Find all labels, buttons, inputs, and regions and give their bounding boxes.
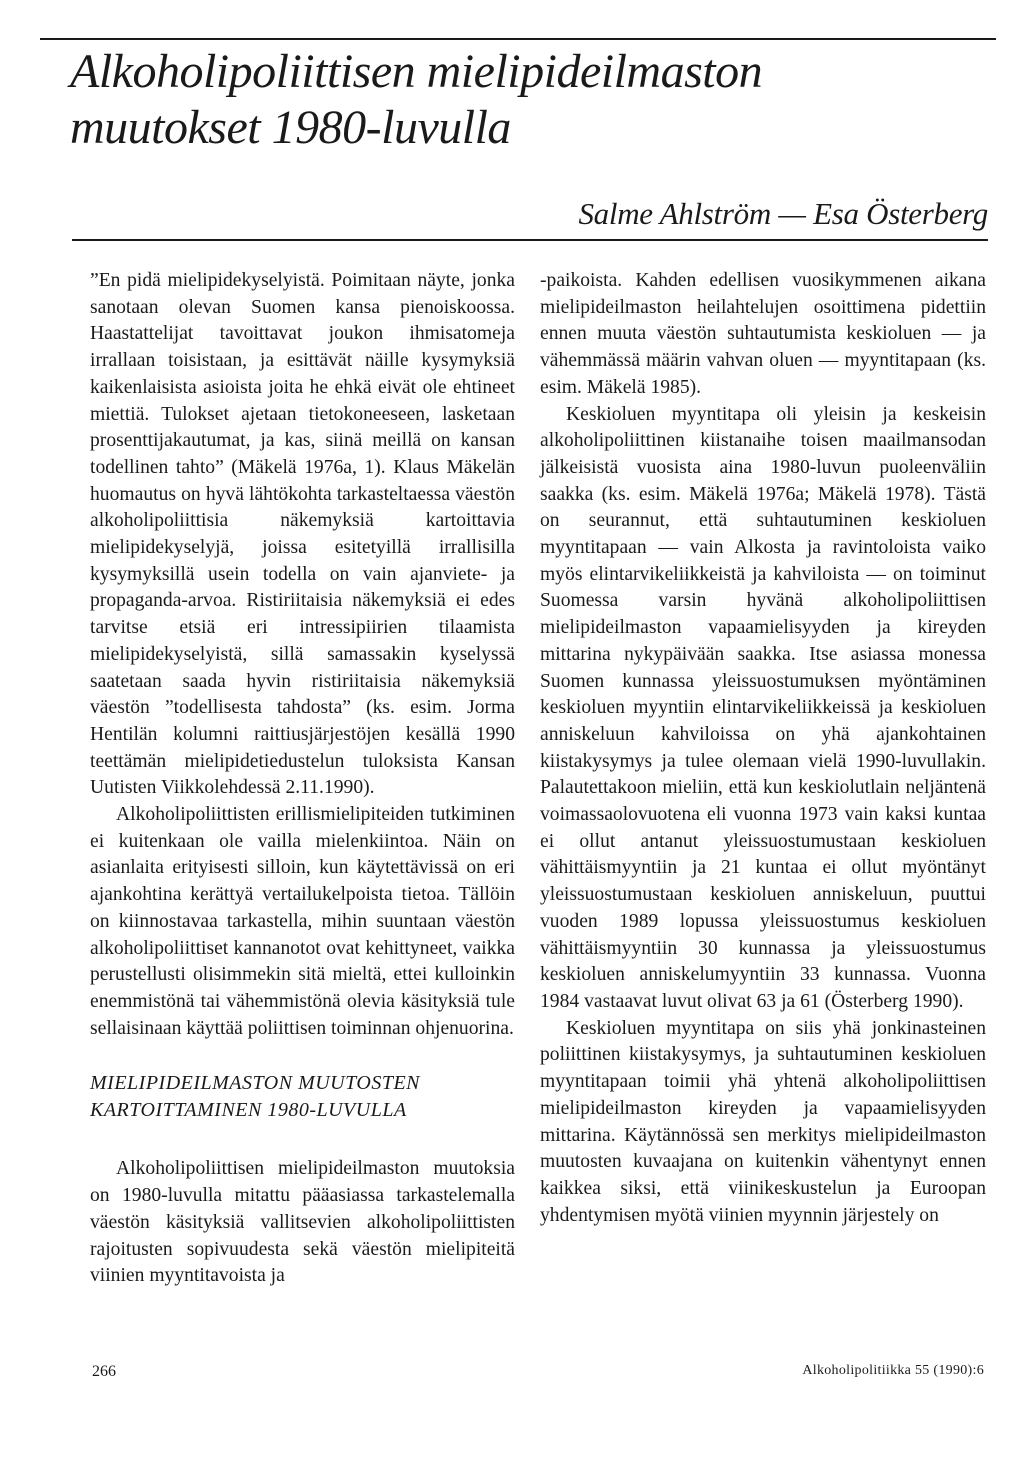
top-rule	[40, 38, 996, 40]
section-heading-line-1: MIELIPIDEILMASTON MUUTOSTEN	[90, 1072, 420, 1095]
author-rule	[72, 239, 988, 241]
journal-citation: Alkoholipolitiikka 55 (1990):6	[802, 1363, 984, 1378]
page-number: 266	[92, 1363, 116, 1380]
right-column	[540, 268, 986, 1229]
section-heading-line-2: KARTOITTAMINEN 1980-LUVULLA	[90, 1099, 407, 1122]
paragraph: Keskioluen myyntitapa on siis yhä jonkinasteinen poliittinen kiistakysymys, ja suhtautuminen keskioluen myyntitapaan toimii yhä yhtenä alkoholipoliittisen mielipideilmaston kireyden ja vapaamielisyyden mittarina. Käytännössä sen merkitys mielipideilmaston muutosten kuvaajana on kuitenkin vähentynyt ennen kaikkea siksi, että viinikeskustelun ja Euroopan yhdentymisen myötä viinien myynnin järjestely on	[540, 1017, 986, 1226]
article-title	[70, 44, 970, 156]
left-column	[90, 268, 515, 1290]
title-line-1: Alkoholipoliittisen mielipideilmaston	[70, 45, 763, 98]
paragraph: Alkoholipoliittisen mielipideilmaston muutoksia on 1980-luvulla mitattu pääasiassa tarkastelemalla väestön käsityksiä vallitsevien alkoholipoliittisten rajoitusten sopivuudesta sekä väestön mielipiteitä viinien myyntitavoista ja	[90, 1158, 515, 1287]
article-authors: Salme Ahlström — Esa Österberg	[578, 196, 988, 231]
section-heading	[90, 1070, 515, 1124]
paragraph: Alkoholipoliittisten erillismielipiteiden tutkiminen ei kuitenkaan ole vailla mielenkiintoa. Näin on asianlaita erityisesti silloin, kun käytettävissä on eri ajankohtina kerättyä vertailukelpoista tietoa. Tällöin on kiinnostavaa tarkastella, mihin suuntaan väestön alkoholipoliittiset kannanotot ovat kehittyneet, vaikka perustellusti olisimmekin sitä mieltä, ettei kulloinkin enemmistönä tai vähemmistönä olevia käsityksiä tule sellaisinaan käyttää poliittisen toiminnan ohjenuorina.	[90, 804, 515, 1039]
title-line-2: muutokset 1980-luvulla	[70, 101, 511, 154]
paragraph: ”En pidä mielipidekyselyistä. Poimitaan näyte, jonka sanotaan olevan Suomen kansa pienoiskoossa. Haastattelijat tavoittavat joukon ihmisatomeja irrallaan toisistaan, ja esittävät näille kysymyksiä kaikenlaisista asioista joita he ehkä eivät ole ehtineet miettiä. Tulokset ajetaan tietokoneeseen, lasketaan prosenttijakautumat, ja kas, siinä meillä on kansan todellinen tahto” (Mäkelä 1976a, 1). Klaus Mäkelän huomautus on hyvä lähtökohta tarkasteltaessa väestön alkoholipoliittisia näkemyksiä kartoittavia mielipidekyselyjä, joissa esitetyillä irrallisilla kysymyksillä usein todella on vain ajanviete- ja propaganda-arvoa. Ristiriitaisia näkemyksiä ei edes tarvitse etsiä eri intressipiirien tilaamista mielipidekyselyistä, sillä samassakin kyselyssä saatetaan saada hyvin ristiriitaisia näkemyksiä väestön ”todellisesta tahdosta” (ks. esim. Jorma Hentilän kolumni raittiusjärjestöjen kesällä 1990 teettämän mielipidetiedustelun tuloksista Kansan Uutisten Viikkolehdessä 2.11.1990).	[90, 270, 515, 799]
paragraph: Keskioluen myyntitapa oli yleisin ja keskeisin alkoholipoliittinen kiistanaihe toisen maailmansodan jälkeisistä vuosista aina 1980-luvun puoleenväliin saakka (ks. esim. Mäkelä 1976a; Mäkelä 1978). Tästä on seurannut, että suhtautuminen keskioluen myyntitapaan — vain Alkosta ja ravintoloista vaiko myös elintarvikeliikkeistä ja kahviloista — on toiminut Suomessa varsin hyvänä alkoholipoliittisen mielipideilmaston vapaamielisyyden ja kireyden mittarina nykypäivään saakka. Itse asiassa monessa Suomen kunnassa yleissuostumuksen myöntäminen keskioluen myyntiin elintarvikeliikkeissä ja keskioluen anniskeluun kahviloissa on yhä ajankohtainen kiistakysymys ja tulee olemaan vielä 1990-luvullakin. Palautettakoon mieliin, että kun keskiolutlain neljäntenä voimassaolovuotena eli vuonna 1973 vain kaksi kuntaa ei ollut antanut yleissuostumustaan keskioluen vähittäismyyntiin ja 21 kuntaa ei ollut myöntänyt yleissuostumustaan keskioluen anniskeluun, puuttui vuoden 1989 lopussa yleissuostumus keskioluen vähittäismyyntiin 30 kunnassa ja yleissuostumus keskioluen anniskelumyyntiin 33 kunnassa. Vuonna 1984 vastaavat luvut olivat 63 ja 61 (Österberg 1990).	[540, 403, 986, 1012]
paragraph: -paikoista. Kahden edellisen vuosikymmenen aikana mielipideilmaston heilahtelujen osoittimena pidettiin ennen muuta väestön suhtautumista keskioluen — ja vähemmässä määrin vahvan oluen — myyntitapaan (ks. esim. Mäkelä 1985).	[540, 270, 986, 398]
